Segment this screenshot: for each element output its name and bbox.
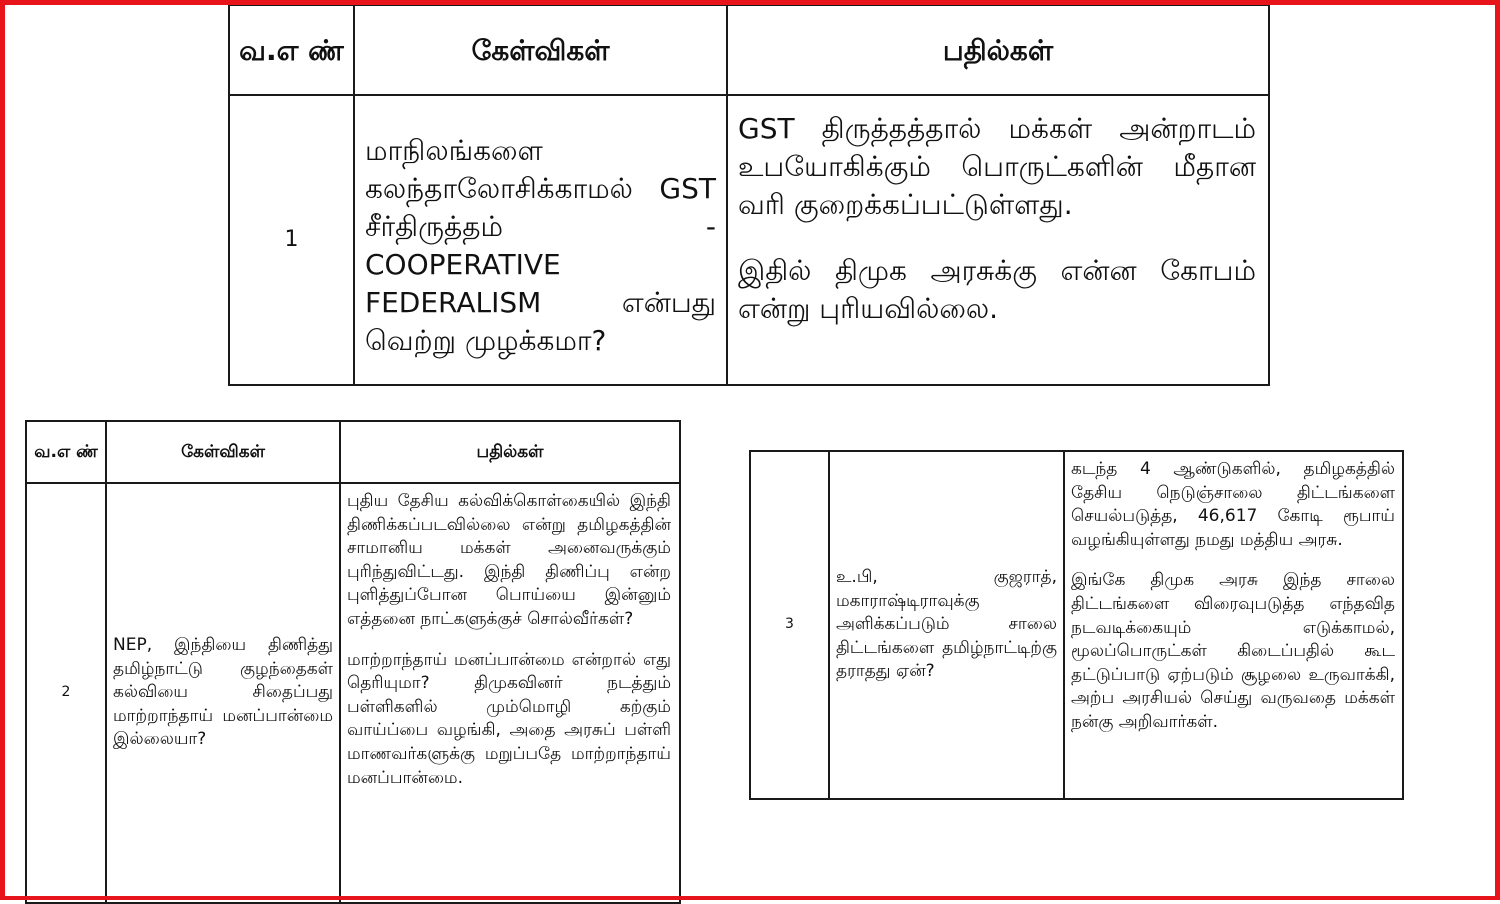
- header-row: [26, 421, 680, 483]
- question-cell: [106, 483, 340, 903]
- answer-paragraph-2: இங்கே திமுக அரசு இந்த சாலை திட்டங்களை விரைவுபடுத்த எந்தவித நடவடிக்கையும் எடுக்காமல், மூலப்பொருட்கள் கிடைப்பதில் கூட தட்டுப்பாடு ஏற்படும் சூழலை உருவாக்கி, அற்ப அரசியல் செய்து வருவதை மக்கள் நன்கு அறிவார்கள்.: [1071, 570, 1395, 732]
- answer-cell: [727, 95, 1269, 385]
- question-text: உ.பி, குஜராத், மகாராஷ்டிராவுக்கு அளிக்கப்படும் சாலை திட்டங்களை தமிழ்நாட்டிற்கு தராதது ஏன்?: [836, 567, 1057, 682]
- answer-paragraph-2: இதில் திமுக அரசுக்கு என்ன கோபம் என்று புரியவில்லை.: [738, 254, 1256, 325]
- answer-paragraph-1: GST திருத்தத்தால் மக்கள் அன்றாடம் உபயோகிக்கும் பொருட்களின் மீதான வரி குறைக்கப்பட்டுள்ளது.: [738, 112, 1256, 221]
- question-cell: [829, 451, 1064, 799]
- table-row: [229, 95, 1269, 385]
- header-questions: கேள்விகள்: [354, 5, 727, 95]
- question-text: NEP, இந்தியை திணித்து தமிழ்நாட்டு குழந்தைகள் கல்வியை சிதைப்பது மாற்றாந்தாய் மனப்பான்மை இல்லையா?: [113, 635, 333, 750]
- serial-number-cell: 3: [750, 451, 829, 799]
- question-text: மாநிலங்களை கலந்தாலோசிக்காமல் GST சீர்திருத்தம் - COOPERATIVE FEDERALISM என்பது வெற்று முழக்கமா?: [365, 134, 716, 357]
- table-row: [26, 483, 680, 903]
- header-answers: பதில்கள்: [340, 421, 680, 483]
- header-row: [229, 5, 1269, 95]
- answer-cell: [1064, 451, 1403, 799]
- qa-table-1: [228, 4, 1270, 386]
- answer-paragraph-2: மாற்றாந்தாய் மனப்பான்மை என்றால் எது தெரியுமா? திமுகவினர் நடத்தும் பள்ளிகளில் மும்மொழி கற்கும் வாய்ப்பை வழங்கி, அதை அரசுப் பள்ளி மாணவர்களுக்கு மறுப்பதே மாற்றாந்தாய் மனப்பான்மை.: [347, 649, 671, 788]
- serial-number-cell: 1: [229, 95, 354, 385]
- qa-table-3: [749, 450, 1404, 800]
- answer-paragraph-1: கடந்த 4 ஆண்டுகளில், தமிழகத்தில் தேசிய நெடுஞ்சாலை திட்டங்களை செயல்படுத்த, 46,617 கோடி ரூபாய் வழங்கியுள்ளது நமது மத்திய அரசு.: [1071, 459, 1395, 550]
- question-cell: [354, 95, 727, 385]
- header-answers: பதில்கள்: [727, 5, 1269, 95]
- serial-number-cell: 2: [26, 483, 106, 903]
- qa-table-2: [25, 420, 681, 904]
- header-serial-number: வ.எ ண்: [229, 5, 354, 95]
- header-serial-number: வ.எ ண்: [26, 421, 106, 483]
- header-questions: கேள்விகள்: [106, 421, 340, 483]
- answer-paragraph-1: புதிய தேசிய கல்விக்கொள்கையில் இந்தி திணிக்கப்படவில்லை என்று தமிழகத்தின் சாமானிய மக்கள் அனைவருக்கும் புரிந்துவிட்டது. இந்தி திணிப்பு என்ற புளித்துப்போன பொய்யை இன்னும் எத்தனை நாட்களுக்குச் சொல்வீர்கள்?: [347, 491, 671, 629]
- answer-cell: [340, 483, 680, 903]
- table-row: [750, 451, 1403, 799]
